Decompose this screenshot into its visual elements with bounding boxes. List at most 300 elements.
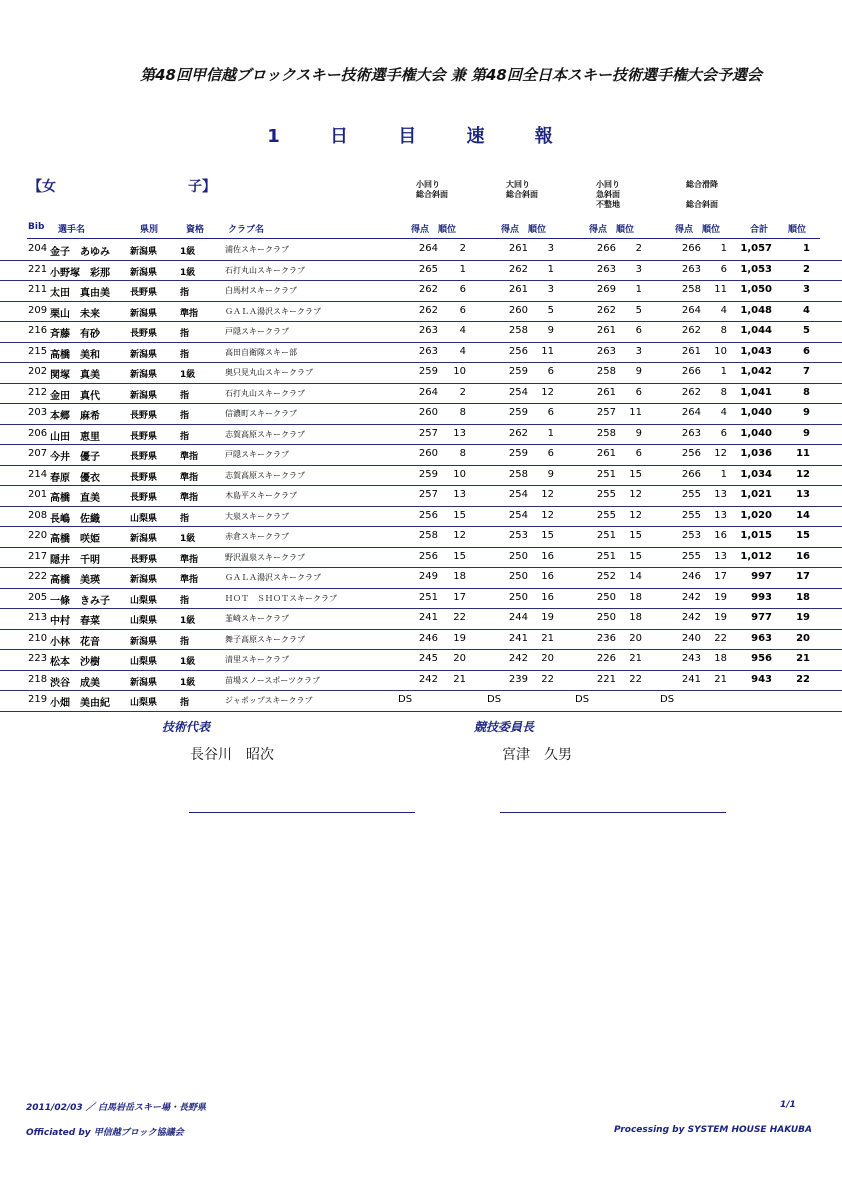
- event-1-points-cell: 241: [418, 612, 438, 623]
- event-4-rank-cell: 4: [720, 407, 727, 418]
- club-cell: 高田自衛隊スキー部: [225, 347, 297, 357]
- event-2-points-cell: 261: [508, 243, 528, 254]
- bib-cell: 203: [28, 407, 48, 418]
- athlete-name-cell: 金田 真代: [50, 390, 100, 402]
- bib-cell: 210: [28, 632, 48, 644]
- event-1-line1: 小回り: [416, 180, 440, 189]
- club-cell: 石打丸山スキークラブ: [225, 265, 305, 275]
- footer-officiated: Officiated by 甲信越ブロック協議会: [26, 1128, 184, 1138]
- col-pref: 県別: [140, 225, 159, 235]
- event-3-rank-cell: 20: [629, 632, 642, 644]
- bib-cell: 222: [28, 571, 48, 582]
- total-cell: 1,036: [740, 448, 772, 459]
- event-2-rank-cell: 3: [547, 243, 554, 254]
- event-4-points-cell: 264: [681, 407, 701, 418]
- qualification-cell: 指: [180, 329, 190, 339]
- event-2-rank-cell: 12: [541, 386, 554, 398]
- event-2-rank-cell: 1: [547, 263, 554, 275]
- event-3-rank-cell: 15: [629, 550, 642, 562]
- event-4-points-cell: 262: [681, 325, 701, 336]
- table-row: [0, 425, 842, 446]
- club-cell: 韮崎スキークラブ: [225, 614, 289, 623]
- event-4-points-cell: 263: [681, 263, 701, 275]
- event-3-line3: 不整地: [596, 200, 620, 209]
- event-1-rank-cell: 4: [459, 325, 466, 336]
- event-3-rank-cell: 21: [629, 653, 642, 664]
- bib-cell: 204: [28, 243, 48, 254]
- event-2-rank-cell: 15: [541, 530, 554, 541]
- col-points-3: 得点: [589, 225, 608, 235]
- col-bib: Bib: [28, 222, 45, 232]
- total-cell: 943: [751, 673, 772, 685]
- event-4-rank-cell: 10: [714, 345, 727, 357]
- event-1-points-cell: 257: [418, 427, 438, 439]
- event-3-points-cell: 258: [596, 427, 616, 439]
- event-3-rank-cell: 5: [635, 304, 642, 316]
- event-2-rank-cell: 6: [547, 366, 554, 377]
- total-cell: 977: [751, 612, 772, 623]
- event-2-points-cell: 258: [508, 325, 528, 336]
- event-2-points-cell: 250: [508, 591, 528, 603]
- prefecture-cell: 新潟県: [130, 308, 158, 319]
- col-points-4: 得点: [675, 225, 694, 235]
- athlete-name-cell: 一條 きみ子: [50, 595, 110, 607]
- prefecture-cell: 新潟県: [130, 349, 158, 360]
- event-4-points-cell: 261: [681, 345, 701, 357]
- athlete-name-cell: 本郷 麻希: [50, 411, 100, 422]
- qualification-cell: 指: [180, 411, 190, 421]
- qualification-cell: 準指: [180, 452, 199, 462]
- event-4-points-cell: 243: [681, 653, 701, 664]
- event-3-rank-cell: 3: [635, 345, 642, 357]
- event-1-rank-cell: 1: [459, 263, 466, 275]
- event-4-rank-cell: 19: [714, 612, 727, 623]
- total-cell: 963: [751, 632, 772, 644]
- club-cell: 清里スキークラブ: [225, 655, 289, 664]
- event-3-line2: 急斜面: [596, 190, 620, 199]
- prefecture-cell: 新潟県: [130, 370, 158, 380]
- event-2-points-cell: 261: [508, 284, 528, 295]
- qualification-cell: 指: [180, 390, 190, 401]
- event-3-points-cell: 261: [596, 325, 616, 336]
- total-cell: 1,040: [740, 427, 772, 439]
- event-4-points-cell: 255: [681, 489, 701, 500]
- event-4-rank-cell: 6: [720, 427, 727, 439]
- event-2-points-cell: 259: [508, 366, 528, 377]
- final-rank-cell: 11: [796, 448, 810, 459]
- event-1-rank-cell: 10: [453, 366, 466, 377]
- prefecture-cell: 新潟県: [130, 390, 158, 401]
- club-cell: 志賀高原スキークラブ: [225, 470, 305, 480]
- total-cell: 1,053: [740, 263, 772, 275]
- event-4-points-cell: 255: [681, 550, 701, 562]
- event-1-points-cell: 263: [418, 325, 438, 336]
- total-cell: 993: [751, 591, 772, 603]
- table-row: [0, 507, 842, 528]
- athlete-name-cell: 高橋 美瑛: [50, 575, 100, 586]
- final-rank-cell: 4: [803, 304, 810, 316]
- event-1-rank-cell: 22: [453, 612, 466, 623]
- competition-chair-signature-line: [500, 812, 726, 813]
- qualification-cell: 指: [180, 698, 190, 708]
- event-3-rank-cell: 6: [635, 448, 642, 459]
- qualification-cell: 指: [180, 636, 190, 647]
- event-4-rank-cell: 13: [714, 489, 727, 500]
- event-2-points-cell: 254: [508, 509, 528, 521]
- event-4-points-cell: 266: [681, 366, 701, 377]
- event-2-rank-cell: 16: [541, 550, 554, 562]
- event-1-rank-cell: 8: [459, 448, 466, 459]
- final-rank-cell: 18: [796, 591, 810, 603]
- event-4-points-cell: 266: [681, 468, 701, 480]
- event-1-points-cell: 264: [418, 386, 438, 398]
- event-2-points-cell: 260: [508, 304, 528, 316]
- club-cell: ＨＯＴ ＳＨＯＴスキークラブ: [225, 593, 337, 603]
- col-rank-4: 順位: [702, 225, 721, 235]
- event-3-points-cell: 263: [596, 263, 616, 275]
- qualification-cell: 1級: [180, 616, 196, 626]
- club-cell: ＧＡＬＡ湯沢スキークラブ: [225, 573, 321, 582]
- event-2-rank-cell: 11: [541, 345, 554, 357]
- header-rule: [27, 238, 820, 239]
- bib-cell: 218: [28, 673, 48, 685]
- event-2-rank-cell: 12: [541, 489, 554, 500]
- event-2-status-cell: DS: [487, 694, 502, 705]
- event-1-points-cell: 249: [418, 571, 438, 582]
- qualification-cell: 準指: [180, 554, 199, 565]
- event-4-points-cell: 263: [681, 427, 701, 439]
- event-3-rank-cell: 6: [635, 386, 642, 398]
- event-3-rank-cell: 1: [635, 284, 642, 295]
- prefecture-cell: 長野県: [130, 411, 158, 421]
- club-cell: ＧＡＬＡ湯沢スキークラブ: [225, 306, 321, 316]
- prefecture-cell: 新潟県: [130, 677, 158, 688]
- qualification-cell: 1級: [180, 657, 196, 667]
- event-1-points-cell: 264: [418, 243, 438, 254]
- competition-chair-label: 競技委員長: [474, 720, 535, 734]
- event-heading-3: [596, 180, 620, 210]
- qualification-cell: 準指: [180, 493, 199, 503]
- event-3-points-cell: 255: [596, 489, 616, 500]
- event-1-rank-cell: 15: [453, 550, 466, 562]
- event-3-rank-cell: 12: [629, 509, 642, 521]
- event-3-points-cell: 250: [596, 612, 616, 623]
- event-3-points-cell: 251: [596, 550, 616, 562]
- event-2-points-cell: 262: [508, 427, 528, 439]
- final-rank-cell: 12: [796, 468, 810, 480]
- event-2-points-cell: 258: [508, 468, 528, 480]
- event-3-rank-cell: 6: [635, 325, 642, 336]
- club-cell: 大泉スキークラブ: [225, 511, 289, 521]
- prefecture-cell: 新潟県: [130, 534, 158, 544]
- table-row: [0, 240, 842, 261]
- table-row: [0, 609, 842, 630]
- event-4-points-cell: 266: [681, 243, 701, 254]
- prefecture-cell: 山梨県: [130, 657, 158, 667]
- athlete-name-cell: 渋谷 成美: [50, 677, 100, 689]
- bib-cell: 208: [28, 509, 48, 521]
- col-name: 選手名: [58, 225, 86, 235]
- event-3-points-cell: 236: [596, 632, 616, 644]
- event-1-rank-cell: 17: [453, 591, 466, 603]
- event-1-points-cell: 262: [418, 304, 438, 316]
- event-3-rank-cell: 18: [629, 612, 642, 623]
- event-1-rank-cell: 18: [453, 571, 466, 582]
- event-2-points-cell: 253: [508, 530, 528, 541]
- final-rank-cell: 6: [803, 345, 810, 357]
- event-1-points-cell: 246: [418, 632, 438, 644]
- event-4-rank-cell: 8: [720, 386, 727, 398]
- final-rank-cell: 16: [796, 550, 810, 562]
- footer-page: 1/1: [780, 1100, 796, 1110]
- event-2-rank-cell: 6: [547, 448, 554, 459]
- club-cell: 戸隠スキークラブ: [225, 327, 289, 336]
- col-rank-2: 順位: [528, 225, 547, 235]
- event-4-rank-cell: 12: [714, 448, 727, 459]
- qualification-cell: 準指: [180, 308, 199, 319]
- final-rank-cell: 22: [796, 673, 810, 685]
- final-rank-cell: 19: [796, 612, 810, 623]
- event-1-points-cell: 245: [418, 653, 438, 664]
- event-3-points-cell: 257: [596, 407, 616, 418]
- athlete-name-cell: 隠井 千明: [50, 554, 100, 566]
- event-4-status-cell: DS: [660, 694, 675, 705]
- event-3-points-cell: 263: [596, 345, 616, 357]
- club-cell: ジャポップスキークラブ: [225, 696, 313, 705]
- event-2-points-cell: 262: [508, 263, 528, 275]
- total-cell: 1,012: [740, 550, 772, 562]
- final-rank-cell: 21: [796, 653, 810, 664]
- bib-cell: 215: [28, 345, 48, 357]
- bib-cell: 202: [28, 366, 48, 377]
- tech-delegate-name: 長谷川 昭次: [190, 747, 274, 763]
- qualification-cell: 指: [180, 431, 190, 442]
- event-2-points-cell: 242: [508, 653, 528, 664]
- prefecture-cell: 長野県: [130, 554, 158, 565]
- prefecture-cell: 山梨県: [130, 513, 158, 524]
- event-4-points-cell: 242: [681, 612, 701, 623]
- event-4-points-cell: 258: [681, 284, 701, 295]
- event-1-rank-cell: 20: [453, 653, 466, 664]
- footer-date-place: 2011/02/03 ／ 白馬岩岳スキー場・長野県: [26, 1103, 206, 1113]
- final-rank-cell: 5: [803, 325, 810, 336]
- total-cell: 1,050: [740, 284, 772, 295]
- event-1-points-cell: 251: [418, 591, 438, 603]
- final-rank-cell: 7: [803, 366, 810, 377]
- event-1-rank-cell: 4: [459, 345, 466, 357]
- total-cell: 1,057: [740, 243, 772, 254]
- bib-cell: 211: [28, 284, 48, 295]
- athlete-name-cell: 太田 真由美: [50, 288, 110, 299]
- event-3-points-cell: 226: [596, 653, 616, 664]
- table-row: [0, 302, 842, 323]
- event-2-points-cell: 239: [508, 673, 528, 685]
- bib-cell: 205: [28, 591, 48, 603]
- event-4-rank-cell: 17: [714, 571, 727, 582]
- event-3-rank-cell: 22: [629, 673, 642, 685]
- col-qual: 資格: [186, 225, 205, 235]
- event-2-points-cell: 256: [508, 345, 528, 357]
- final-rank-cell: 8: [803, 386, 810, 398]
- total-cell: 997: [751, 571, 772, 582]
- bib-cell: 220: [28, 530, 48, 541]
- table-row: [0, 261, 842, 282]
- event-heading-4: [686, 180, 718, 210]
- event-1-points-cell: 259: [418, 366, 438, 377]
- event-2-rank-cell: 16: [541, 591, 554, 603]
- bib-cell: 212: [28, 386, 48, 398]
- table-row: [0, 630, 842, 651]
- col-points-2: 得点: [501, 225, 520, 235]
- athlete-name-cell: 栗山 未来: [50, 308, 100, 320]
- club-cell: 野沢温泉スキークラブ: [225, 552, 305, 562]
- final-rank-cell: 17: [796, 571, 810, 582]
- event-2-points-cell: 250: [508, 571, 528, 582]
- event-1-points-cell: 257: [418, 489, 438, 500]
- event-3-rank-cell: 18: [629, 591, 642, 603]
- bib-cell: 213: [28, 612, 48, 623]
- event-3-points-cell: 258: [596, 366, 616, 377]
- event-2-points-cell: 259: [508, 448, 528, 459]
- event-4-points-cell: 256: [681, 448, 701, 459]
- event-2-rank-cell: 16: [541, 571, 554, 582]
- event-4-points-cell: 264: [681, 304, 701, 316]
- event-1-rank-cell: 2: [459, 386, 466, 398]
- event-2-points-cell: 241: [508, 632, 528, 644]
- event-3-points-cell: 255: [596, 509, 616, 521]
- qualification-cell: 1級: [180, 370, 196, 380]
- event-4-rank-cell: 13: [714, 550, 727, 562]
- qualification-cell: 1級: [180, 247, 196, 257]
- athlete-name-cell: 高橋 美和: [50, 349, 100, 361]
- table-row: [0, 691, 842, 712]
- event-4-points-cell: 253: [681, 530, 701, 541]
- club-cell: 白馬村スキークラブ: [225, 286, 297, 295]
- prefecture-cell: 新潟県: [130, 267, 158, 278]
- event-3-points-cell: 251: [596, 530, 616, 541]
- table-row: [0, 445, 842, 466]
- event-1-line2: 総合斜面: [416, 190, 448, 199]
- event-3-rank-cell: 14: [629, 571, 642, 582]
- event-heading-2: [506, 180, 538, 200]
- club-cell: 信濃町スキークラブ: [225, 409, 297, 418]
- final-rank-cell: 13: [796, 489, 810, 500]
- event-1-points-cell: 260: [418, 448, 438, 459]
- athlete-name-cell: 小林 花音: [50, 636, 100, 648]
- table-row: [0, 363, 842, 384]
- event-3-rank-cell: 3: [635, 263, 642, 275]
- event-2-rank-cell: 5: [547, 304, 554, 316]
- event-1-rank-cell: 15: [453, 509, 466, 521]
- event-3-points-cell: 221: [596, 673, 616, 685]
- prefecture-cell: 山梨県: [130, 616, 158, 626]
- club-cell: 石打丸山スキークラブ: [225, 388, 305, 398]
- table-row: [0, 343, 842, 364]
- bib-cell: 217: [28, 550, 48, 562]
- total-cell: 1,021: [740, 489, 772, 500]
- page-title: 第48回甲信越ブロックスキー技術選手権大会 兼 第48回全日本スキー技術選手権大会予選会: [140, 66, 762, 84]
- gender-heading-close: 子】: [188, 179, 216, 195]
- club-cell: 奥只見丸山スキークラブ: [225, 368, 313, 377]
- qualification-cell: 指: [180, 288, 190, 298]
- event-2-points-cell: 259: [508, 407, 528, 418]
- event-4-points-cell: 262: [681, 386, 701, 398]
- total-cell: 1,042: [740, 366, 772, 377]
- bib-cell: 221: [28, 263, 48, 275]
- table-row: [0, 404, 842, 425]
- athlete-name-cell: 関塚 真美: [50, 370, 100, 381]
- event-3-rank-cell: 15: [629, 468, 642, 480]
- event-4-points-cell: 255: [681, 509, 701, 521]
- athlete-name-cell: 金子 あゆみ: [50, 247, 110, 258]
- event-3-points-cell: 251: [596, 468, 616, 480]
- col-club: クラブ名: [228, 225, 265, 235]
- final-rank-cell: 20: [796, 632, 810, 644]
- event-3-rank-cell: 11: [629, 407, 642, 418]
- club-cell: 赤倉スキークラブ: [225, 532, 289, 541]
- event-2-rank-cell: 12: [541, 509, 554, 521]
- event-4-rank-cell: 1: [720, 366, 727, 377]
- event-4-rank-cell: 16: [714, 530, 727, 541]
- event-4-rank-cell: 22: [714, 632, 727, 644]
- prefecture-cell: 山梨県: [130, 595, 158, 606]
- club-cell: 戸隠スキークラブ: [225, 450, 289, 459]
- event-4-rank-cell: 13: [714, 509, 727, 521]
- total-cell: 1,041: [740, 386, 772, 398]
- event-4-rank-cell: 21: [714, 673, 727, 685]
- tech-delegate-label: 技術代表: [162, 720, 211, 734]
- final-rank-cell: 3: [803, 284, 810, 295]
- event-3-points-cell: 261: [596, 386, 616, 398]
- athlete-name-cell: 山田 恵里: [50, 431, 100, 443]
- event-4-rank-cell: 18: [714, 653, 727, 664]
- total-cell: 1,015: [740, 530, 772, 541]
- total-cell: 1,048: [740, 304, 772, 316]
- table-row: [0, 384, 842, 405]
- event-1-points-cell: 258: [418, 530, 438, 541]
- tech-delegate-signature-line: [189, 812, 415, 813]
- total-cell: 1,043: [740, 345, 772, 357]
- total-cell: 1,020: [740, 509, 772, 521]
- bib-cell: 216: [28, 325, 48, 336]
- competition-chair-name: 宮津 久男: [502, 747, 572, 763]
- results-table: [0, 240, 842, 712]
- event-2-rank-cell: 20: [541, 653, 554, 664]
- final-rank-cell: 9: [803, 407, 810, 418]
- athlete-name-cell: 松本 沙樹: [50, 657, 100, 668]
- prefecture-cell: 長野県: [130, 288, 158, 298]
- event-4-points-cell: 242: [681, 591, 701, 603]
- col-final-rank: 順位: [788, 225, 807, 235]
- prefecture-cell: 長野県: [130, 452, 158, 462]
- event-3-points-cell: 252: [596, 571, 616, 582]
- athlete-name-cell: 小野塚 彩那: [50, 267, 110, 279]
- event-4-rank-cell: 11: [714, 284, 727, 295]
- prefecture-cell: 新潟県: [130, 636, 158, 647]
- event-4-points-cell: 241: [681, 673, 701, 685]
- event-1-points-cell: 265: [418, 263, 438, 275]
- event-1-status-cell: DS: [398, 694, 413, 705]
- event-2-rank-cell: 19: [541, 612, 554, 623]
- bib-cell: 206: [28, 427, 48, 439]
- event-1-points-cell: 256: [418, 509, 438, 521]
- gender-heading-open: 【女: [28, 179, 56, 195]
- event-2-rank-cell: 9: [547, 325, 554, 336]
- event-heading-1: [416, 180, 448, 200]
- event-3-points-cell: 269: [596, 284, 616, 295]
- athlete-name-cell: 長嶋 佐織: [50, 513, 100, 525]
- event-2-points-cell: 244: [508, 612, 528, 623]
